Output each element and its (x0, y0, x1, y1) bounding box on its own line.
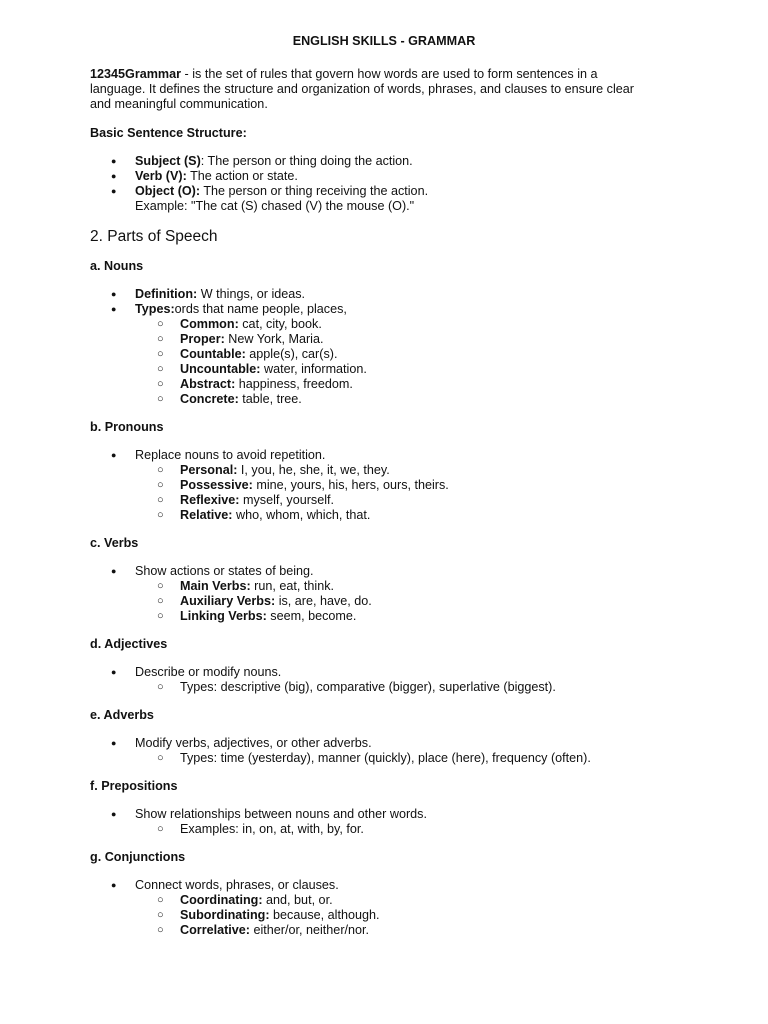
item-text: New York, Maria. (224, 332, 324, 346)
intro-text: - is the set of rules that govern how words are used to form sentences in a language. It defines the structure and organization of words, phrases, and clauses to ensure clear and meaningful communication. (90, 67, 634, 111)
list-item (90, 184, 648, 214)
pronoun-types-list (135, 463, 648, 523)
list-item (90, 302, 648, 407)
adjective-types-list (135, 680, 648, 695)
item-label: Types: (135, 302, 175, 316)
item-text: because, although. (269, 908, 380, 922)
nouns-list (90, 287, 648, 407)
item-label: Auxiliary Verbs: (180, 594, 276, 608)
list-item (135, 579, 648, 594)
item-text: table, tree. (238, 392, 302, 406)
item-label: Abstract: (180, 377, 236, 391)
list-item (135, 377, 648, 392)
item-text: The action or state. (186, 169, 298, 183)
list-item (135, 923, 648, 938)
intro-term: 12345Grammar (90, 67, 182, 81)
item-text: Connect words, phrases, or clauses. (135, 878, 339, 892)
item-label: Correlative: (180, 923, 250, 937)
list-item (90, 154, 648, 169)
item-label: Common: (180, 317, 239, 331)
example-text: Example: "The cat (S) chased (V) the mouse (O)." (135, 199, 415, 213)
item-label: Possessive: (180, 478, 253, 492)
list-item (135, 332, 648, 347)
item-text: Modify verbs, adjectives, or other adverbs. (135, 736, 372, 750)
list-item (135, 317, 648, 332)
item-text: I, you, he, she, it, we, they. (237, 463, 390, 477)
item-text: and, but, or. (262, 893, 333, 907)
list-item (135, 362, 648, 377)
item-label: Definition: (135, 287, 198, 301)
adverb-types-list (135, 751, 648, 766)
item-text: Replace nouns to avoid repetition. (135, 448, 326, 462)
list-item (135, 680, 648, 695)
list-item (135, 478, 648, 493)
adverbs-heading: e. Adverbs (90, 708, 154, 722)
item-text: Describe or modify nouns. (135, 665, 282, 679)
verbs-list (90, 564, 648, 624)
nouns-heading: a. Nouns (90, 259, 144, 273)
list-item (135, 463, 648, 478)
list-item (90, 807, 648, 837)
list-item (90, 736, 648, 766)
item-text: cat, city, book. (238, 317, 322, 331)
list-item (90, 665, 648, 695)
conjunction-types-list (135, 893, 648, 938)
item-text: mine, yours, his, hers, ours, theirs. (252, 478, 449, 492)
item-text: The person or thing receiving the action. (200, 184, 429, 198)
basic-structure-heading: Basic Sentence Structure: (90, 126, 247, 140)
item-text: water, information. (260, 362, 367, 376)
list-item (90, 169, 648, 184)
prepositions-heading: f. Prepositions (90, 779, 178, 793)
basic-structure-list (90, 154, 648, 214)
item-text: either/or, neither/nor. (250, 923, 370, 937)
item-label: Subordinating: (180, 908, 270, 922)
prepositions-list (90, 807, 648, 837)
item-label: Countable: (180, 347, 246, 361)
intro-paragraph (90, 67, 648, 112)
item-label: Proper: (180, 332, 225, 346)
item-label: Coordinating: (180, 893, 263, 907)
item-label: Personal: (180, 463, 238, 477)
list-item (90, 287, 648, 302)
item-label: Main Verbs: (180, 579, 251, 593)
verbs-heading: c. Verbs (90, 536, 139, 550)
list-item (135, 347, 648, 362)
list-item (135, 392, 648, 407)
preposition-examples-list (135, 822, 648, 837)
list-item (135, 908, 648, 923)
item-label: Concrete: (180, 392, 239, 406)
noun-types-list (135, 317, 648, 407)
item-label: Reflexive: (180, 493, 240, 507)
list-item (135, 609, 648, 624)
item-text: seem, become. (266, 609, 357, 623)
list-item (90, 878, 648, 938)
item-label: Verb (V): (135, 169, 187, 183)
item-text: ords that name people, places, (174, 302, 347, 316)
item-text: : The person or thing doing the action. (200, 154, 413, 168)
conjunctions-list (90, 878, 648, 938)
list-item (135, 893, 648, 908)
document-title: ENGLISH SKILLS - GRAMMAR (292, 34, 476, 48)
item-text: Show actions or states of being. (135, 564, 314, 578)
list-item (135, 822, 648, 837)
pronouns-list (90, 448, 648, 523)
adverbs-list (90, 736, 648, 766)
list-item (90, 564, 648, 624)
item-label: Subject (S) (135, 154, 201, 168)
item-label: Linking Verbs: (180, 609, 267, 623)
pronouns-heading: b. Pronouns (90, 420, 164, 434)
list-item (135, 493, 648, 508)
list-item (135, 508, 648, 523)
item-text: Examples: in, on, at, with, by, for. (180, 822, 364, 836)
item-text: Show relationships between nouns and other words. (135, 807, 427, 821)
item-text: run, eat, think. (250, 579, 334, 593)
item-text: myself, yourself. (239, 493, 334, 507)
parts-of-speech-heading: 2. Parts of Speech (90, 228, 218, 245)
item-text: W things, or ideas. (197, 287, 306, 301)
list-item (90, 448, 648, 523)
item-text: who, whom, which, that. (232, 508, 371, 522)
item-text: is, are, have, do. (275, 594, 372, 608)
verb-types-list (135, 579, 648, 624)
item-text: happiness, freedom. (235, 377, 353, 391)
item-text: apple(s), car(s). (245, 347, 338, 361)
conjunctions-heading: g. Conjunctions (90, 850, 186, 864)
item-label: Relative: (180, 508, 233, 522)
item-text: Types: descriptive (big), comparative (bigger), superlative (biggest). (180, 680, 556, 694)
item-label: Uncountable: (180, 362, 261, 376)
item-text: Types: time (yesterday), manner (quickly), place (here), frequency (often). (180, 751, 591, 765)
list-item (135, 594, 648, 609)
list-item (135, 751, 648, 766)
adjectives-list (90, 665, 648, 695)
adjectives-heading: d. Adjectives (90, 637, 168, 651)
item-label: Object (O): (135, 184, 201, 198)
